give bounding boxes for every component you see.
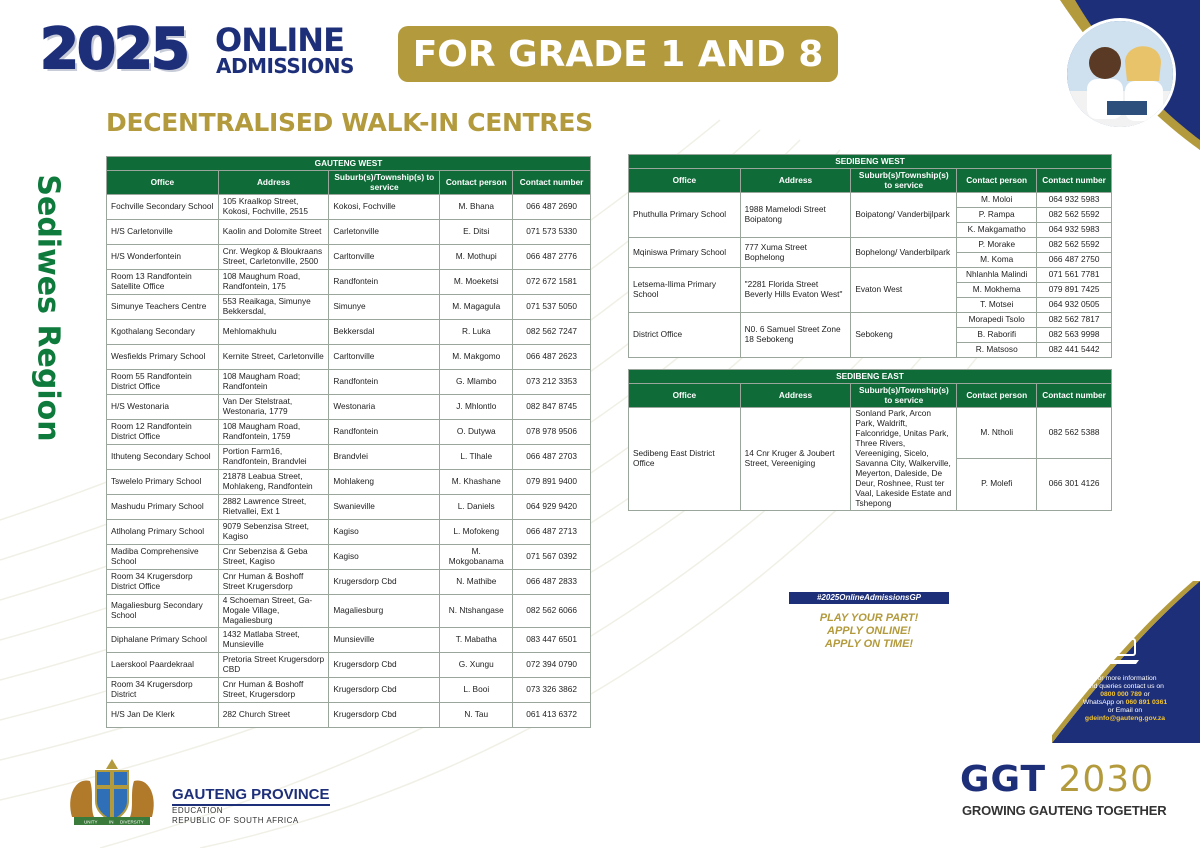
number-cell: 066 487 2776 <box>513 245 591 270</box>
table-row <box>107 195 591 220</box>
number-cell: 066 487 2623 <box>513 345 591 370</box>
address-cell: Mehlomakhulu <box>218 320 329 345</box>
table-row <box>107 370 591 395</box>
col-office: Office <box>107 171 219 195</box>
contact-email[interactable]: gdeinfo@gauteng.gov.za <box>1084 715 1166 722</box>
person-cell: M. Ntholi <box>957 408 1037 459</box>
person-cell: M. Magagula <box>440 295 513 320</box>
sedibeng-west-title: SEDIBENG WEST <box>629 155 1112 169</box>
number-cell: 082 562 7817 <box>1037 313 1112 328</box>
suburb-cell: Westonaria <box>329 395 440 420</box>
contact-line-2: and queries contact us on <box>1086 683 1164 690</box>
table-row <box>629 238 1112 253</box>
suburb-cell: Carltonville <box>329 245 440 270</box>
campaign-slogan <box>789 612 949 651</box>
number-cell: 082 562 5592 <box>1037 238 1112 253</box>
col-contact-person: Contact person <box>957 384 1037 408</box>
table-row <box>107 545 591 570</box>
address-cell: 108 Maughum Road, Randfontein, 175 <box>218 270 329 295</box>
table-row <box>107 470 591 495</box>
table-row <box>629 193 1112 208</box>
number-cell: 082 847 8745 <box>513 395 591 420</box>
contact-line-1: For more information <box>1093 675 1157 682</box>
number-cell: 064 932 0505 <box>1037 298 1112 313</box>
person-cell: P. Molefi <box>957 459 1037 510</box>
person-cell: N. Tau <box>440 702 513 727</box>
suburb-cell: Krugersdorp Cbd <box>329 702 440 727</box>
person-cell: L. Daniels <box>440 495 513 520</box>
person-cell: M. Mokhema <box>957 283 1037 298</box>
office-cell: Atlholang Primary School <box>107 520 219 545</box>
slogan-line-2: APPLY ONLINE! <box>827 625 911 637</box>
person-cell: E. Ditsi <box>440 220 513 245</box>
suburb-cell: Bophelong/ Vanderbilpark <box>851 238 957 268</box>
person-cell: N. Mathibe <box>440 570 513 595</box>
sedibeng-east-table <box>628 369 1112 511</box>
address-cell: 777 Xuma Street Bophelong <box>740 238 851 268</box>
person-cell: B. Raborifi <box>957 328 1037 343</box>
address-cell: Kernite Street, Carletonville <box>218 345 329 370</box>
office-cell: Laerskool Paardekraal <box>107 652 219 677</box>
suburb-cell: Krugersdorp Cbd <box>329 570 440 595</box>
number-cell: 066 487 2703 <box>513 445 591 470</box>
table-row <box>107 395 591 420</box>
table-row <box>107 445 591 470</box>
office-cell: Tswelelo Primary School <box>107 470 219 495</box>
table-row <box>107 702 591 727</box>
number-cell: 064 929 9420 <box>513 495 591 520</box>
sedibeng-east-rows <box>629 408 1112 511</box>
number-cell: 066 487 2750 <box>1037 253 1112 268</box>
suburb-cell: Krugersdorp Cbd <box>329 652 440 677</box>
office-cell: Mqiniswa Primary School <box>629 238 741 268</box>
campaign-hashtag: #2025OnlineAdmissionsGP <box>789 592 949 604</box>
person-cell: M. Khashane <box>440 470 513 495</box>
region-label <box>28 152 68 464</box>
table-row <box>107 677 591 702</box>
table-row <box>107 420 591 445</box>
address-cell: 4 Schoeman Street, Ga-Mogale Village, Magaliesburg <box>218 595 329 628</box>
suburb-cell: Munsieville <box>329 627 440 652</box>
suburb-cell: Mohlakeng <box>329 470 440 495</box>
ggt-2030-logo <box>960 759 1155 800</box>
suburb-cell: Kagiso <box>329 520 440 545</box>
person-cell: M. Mothupi <box>440 245 513 270</box>
suburb-cell: Randfontein <box>329 370 440 395</box>
number-cell: 079 891 9400 <box>513 470 591 495</box>
ggt-letters: GGT <box>960 759 1047 800</box>
table-row <box>107 320 591 345</box>
suburb-cell: Sonland Park, Arcon Park, Waldrift, Falconridge, Unitas Park, Three Rivers, Vereeniging, Sicelo, Savanna City, Walkerville, Meyerton, Daleside, De Deur, Roshnee, Rust ter Vaal, Lakeside Estate and Tshepong <box>851 408 957 511</box>
address-cell: 108 Maugham Road, Randfontein, 1759 <box>218 420 329 445</box>
contact-or: or <box>1143 691 1150 698</box>
number-cell: 082 441 5442 <box>1037 343 1112 358</box>
suburb-cell: Evaton West <box>851 268 957 313</box>
address-cell: 2882 Lawrence Street, Rietvallei, Ext 1 <box>218 495 329 520</box>
office-cell: Diphalane Primary School <box>107 627 219 652</box>
number-cell: 082 563 9998 <box>1037 328 1112 343</box>
table-row <box>107 520 591 545</box>
number-cell: 066 301 4126 <box>1037 459 1112 510</box>
col-contact-number: Contact number <box>1037 169 1112 193</box>
grade-banner: FOR GRADE 1 AND 8 <box>398 26 838 82</box>
contact-info <box>1064 675 1186 723</box>
office-cell: Magaliesburg Secondary School <box>107 595 219 628</box>
col-contact-number: Contact number <box>1037 384 1112 408</box>
table-row <box>629 408 1112 459</box>
section-title: DECENTRALISED WALK-IN CENTRES <box>106 108 593 137</box>
suburb-cell: Bekkersdal <box>329 320 440 345</box>
person-cell: L. Tlhale <box>440 445 513 470</box>
person-cell: L. Booi <box>440 677 513 702</box>
person-cell: L. Mofokeng <box>440 520 513 545</box>
address-cell: Cnr Human & Boshoff Street Krugersdorp <box>218 570 329 595</box>
address-cell: 1988 Mamelodi Street Boipatong <box>740 193 851 238</box>
person-cell: P. Rampa <box>957 208 1037 223</box>
address-cell: Cnr. Wegkop & Bloukraans Street, Carletonville, 2500 <box>218 245 329 270</box>
person-cell: T. Motsei <box>957 298 1037 313</box>
suburb-cell: Magaliesburg <box>329 595 440 628</box>
republic-name: REPUBLIC OF SOUTH AFRICA <box>172 816 299 825</box>
office-cell: Sedibeng East District Office <box>629 408 741 511</box>
sedibeng-west-rows <box>629 193 1112 358</box>
table-row <box>107 295 591 320</box>
office-cell: Room 55 Randfontein District Office <box>107 370 219 395</box>
col-office: Office <box>629 169 741 193</box>
address-cell: Van Der Stelstraat, Westonaria, 1779 <box>218 395 329 420</box>
number-cell: 066 487 2833 <box>513 570 591 595</box>
address-cell: 14 Cnr Kruger & Joubert Street, Vereeniging <box>740 408 851 511</box>
contact-phone[interactable]: 0800 000 789 <box>1100 691 1142 698</box>
col-contact-number: Contact number <box>513 171 591 195</box>
coat-of-arms-icon <box>60 755 164 827</box>
person-cell: Morapedi Tsolo <box>957 313 1037 328</box>
number-cell: 073 212 3353 <box>513 370 591 395</box>
number-cell: 071 537 5050 <box>513 295 591 320</box>
email-label: or Email on <box>1107 707 1143 714</box>
person-cell: M. Mokgobanama <box>440 545 513 570</box>
table-row <box>107 245 591 270</box>
office-cell: Kgothalang Secondary <box>107 320 219 345</box>
office-cell: Letsema-Ilima Primary School <box>629 268 741 313</box>
address-cell: 21878 Leabua Street, Mohlakeng, Randfontein <box>218 470 329 495</box>
suburb-cell: Carltonville <box>329 345 440 370</box>
number-cell: 083 447 6501 <box>513 627 591 652</box>
table-row <box>107 270 591 295</box>
sedibeng-east-title: SEDIBENG EAST <box>629 370 1112 384</box>
table-row <box>107 220 591 245</box>
number-cell: 071 561 7781 <box>1037 268 1112 283</box>
number-cell: 082 562 5388 <box>1037 408 1112 459</box>
person-cell: M. Moeketsi <box>440 270 513 295</box>
address-cell: 9079 Sebenzisa Street, Kagiso <box>218 520 329 545</box>
whatsapp-label: WhatsApp on <box>1082 699 1124 706</box>
number-cell: 066 487 2713 <box>513 520 591 545</box>
person-cell: M. Makgomo <box>440 345 513 370</box>
col-contact-person: Contact person <box>957 169 1037 193</box>
suburb-cell: Randfontein <box>329 270 440 295</box>
office-cell: Mashudu Primary School <box>107 495 219 520</box>
number-cell: 078 978 9506 <box>513 420 591 445</box>
office-cell: Simunye Teachers Centre <box>107 295 219 320</box>
department-name: EDUCATION <box>172 806 224 815</box>
gauteng-west-table <box>106 156 591 728</box>
logo-online: ONLINE <box>215 21 344 59</box>
office-cell: Ithuteng Secondary School <box>107 445 219 470</box>
address-cell: 553 Reaikaga, Simunye Bekkersdal, <box>218 295 329 320</box>
suburb-cell: Sebokeng <box>851 313 957 358</box>
address-cell: Kaolin and Dolomite Street <box>218 220 329 245</box>
suburb-cell: Brandvlei <box>329 445 440 470</box>
suburb-cell: Krugersdorp Cbd <box>329 677 440 702</box>
number-cell: 061 413 6372 <box>513 702 591 727</box>
col-suburb: Suburb(s)/Township(s) to service <box>329 171 440 195</box>
office-cell: H/S Jan De Klerk <box>107 702 219 727</box>
suburb-cell: Kokosi, Fochville <box>329 195 440 220</box>
col-address: Address <box>740 384 851 408</box>
col-address: Address <box>218 171 329 195</box>
person-cell: R. Luka <box>440 320 513 345</box>
person-cell: M. Koma <box>957 253 1037 268</box>
crest-motto-3: DIVERSITY <box>120 819 144 825</box>
address-cell: Pretoria Street Krugersdorp CBD <box>218 652 329 677</box>
table-row <box>107 345 591 370</box>
person-cell: P. Morake <box>957 238 1037 253</box>
address-cell: Cnr Sebenzisa & Geba Street, Kagiso <box>218 545 329 570</box>
person-cell: R. Matsoso <box>957 343 1037 358</box>
region-text: Sediwes Region <box>30 174 66 442</box>
suburb-cell: Swanieville <box>329 495 440 520</box>
number-cell: 072 672 1581 <box>513 270 591 295</box>
office-cell: Room 12 Randfontein District Office <box>107 420 219 445</box>
person-cell: K. Makgamatho <box>957 223 1037 238</box>
logo-admissions: ADMISSIONS <box>216 54 354 78</box>
table-row <box>107 652 591 677</box>
office-cell: H/S Westonaria <box>107 395 219 420</box>
number-cell: 066 487 2690 <box>513 195 591 220</box>
table-row <box>107 595 591 628</box>
suburb-cell: Boipatong/ Vanderbijlpark <box>851 193 957 238</box>
address-cell: 105 Kraalkop Street, Kokosi, Fochville, 2515 <box>218 195 329 220</box>
address-cell: Cnr Human & Boshoff Street, Krugersdorp <box>218 677 329 702</box>
number-cell: 071 567 0392 <box>513 545 591 570</box>
col-office: Office <box>629 384 741 408</box>
person-cell: T. Mabatha <box>440 627 513 652</box>
address-cell: N0. 6 Samuel Street Zone 18 Sebokeng <box>740 313 851 358</box>
number-cell: 082 562 5592 <box>1037 208 1112 223</box>
number-cell: 064 932 5983 <box>1037 193 1112 208</box>
col-suburb: Suburb(s)/Township(s) to service <box>851 169 957 193</box>
number-cell: 082 562 6066 <box>513 595 591 628</box>
contact-whatsapp[interactable]: 060 891 0361 <box>1125 699 1168 706</box>
table-row <box>629 313 1112 328</box>
table-row <box>107 495 591 520</box>
address-cell: 282 Church Street <box>218 702 329 727</box>
suburb-cell: Simunye <box>329 295 440 320</box>
logo-year: 2025 <box>40 17 188 82</box>
office-cell: H/S Wonderfontein <box>107 245 219 270</box>
sedibeng-west-table <box>628 154 1112 358</box>
person-cell: J. Mhlontlo <box>440 395 513 420</box>
gauteng-province-name: GAUTENG PROVINCE <box>172 786 330 806</box>
office-cell: Fochville Secondary School <box>107 195 219 220</box>
person-cell: N. Ntshangase <box>440 595 513 628</box>
address-cell: "2281 Florida Street Beverly Hills Evaton West" <box>740 268 851 313</box>
slogan-line-3: APPLY ON TIME! <box>824 638 914 650</box>
address-cell: 108 Maugham Road; Randfontein <box>218 370 329 395</box>
office-cell: Wesfields Primary School <box>107 345 219 370</box>
office-cell: Phuthulla Primary School <box>629 193 741 238</box>
office-cell: Room 34 Krugersdorp District <box>107 677 219 702</box>
crest-motto-2: IN <box>109 819 114 825</box>
gauteng-west-rows <box>107 195 591 728</box>
number-cell: 064 932 5983 <box>1037 223 1112 238</box>
office-cell: Room 13 Randfontein Satellite Office <box>107 270 219 295</box>
suburb-cell: Randfontein <box>329 420 440 445</box>
person-cell: G. Mlambo <box>440 370 513 395</box>
ggt-tagline: GROWING GAUTENG TOGETHER <box>962 803 1167 818</box>
person-cell: O. Dutywa <box>440 420 513 445</box>
ggt-year: 2030 <box>1058 759 1155 800</box>
office-cell: H/S Carletonville <box>107 220 219 245</box>
office-cell: Room 34 Krugersdorp District Office <box>107 570 219 595</box>
number-cell: 073 326 3862 <box>513 677 591 702</box>
suburb-cell: Carletonville <box>329 220 440 245</box>
students-photo <box>1064 18 1176 130</box>
number-cell: 079 891 7425 <box>1037 283 1112 298</box>
laptop-icon <box>1106 636 1140 666</box>
number-cell: 082 562 7247 <box>513 320 591 345</box>
person-cell: M. Moloi <box>957 193 1037 208</box>
col-address: Address <box>740 169 851 193</box>
address-cell: Portion Farm16, Randfontein, Brandvlei <box>218 445 329 470</box>
col-contact-person: Contact person <box>440 171 513 195</box>
person-cell: M. Bhana <box>440 195 513 220</box>
office-cell: Madiba Comprehensive School <box>107 545 219 570</box>
gauteng-west-title: GAUTENG WEST <box>107 157 591 171</box>
office-cell: District Office <box>629 313 741 358</box>
person-cell: Nhlanhla Malindi <box>957 268 1037 283</box>
table-row <box>629 268 1112 283</box>
slogan-line-1: PLAY YOUR PART! <box>819 612 919 624</box>
number-cell: 072 394 0790 <box>513 652 591 677</box>
table-row <box>107 627 591 652</box>
crest-motto-1: UNITY <box>84 819 98 825</box>
table-row <box>107 570 591 595</box>
number-cell: 071 573 5330 <box>513 220 591 245</box>
col-suburb: Suburb(s)/Township(s) to service <box>851 384 957 408</box>
person-cell: G. Xungu <box>440 652 513 677</box>
suburb-cell: Kagiso <box>329 545 440 570</box>
address-cell: 1432 Matlaba Street, Munsieville <box>218 627 329 652</box>
